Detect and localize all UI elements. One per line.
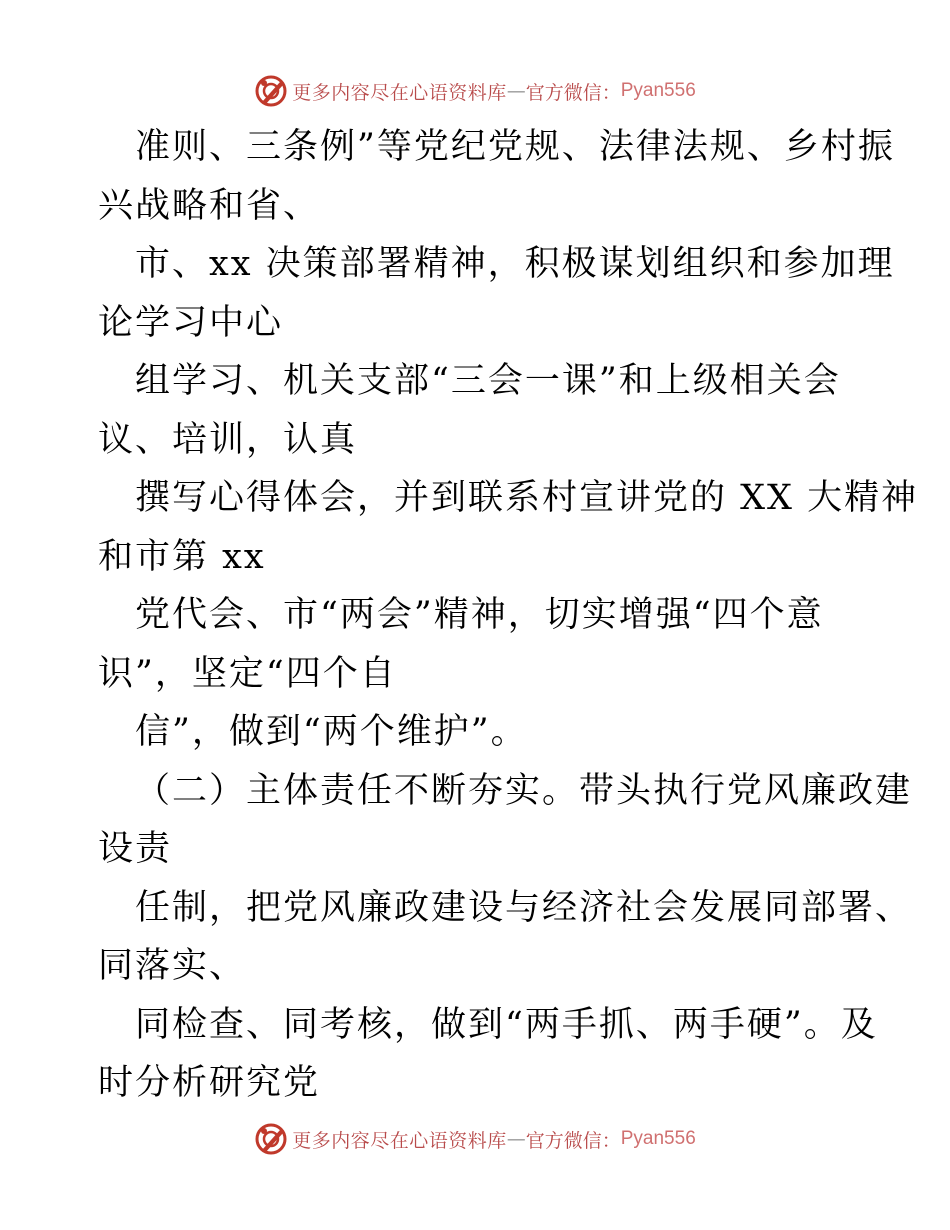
- banner-wechat-label: 官方微信：: [525, 1129, 621, 1152]
- text-line: 党代会、市“两会”精神，切实增强“四个意: [135, 595, 824, 635]
- text-line: 设责: [98, 829, 173, 869]
- banner-slogan: 更多内容尽在心语资料库: [292, 81, 507, 104]
- banner-wechat-id: Pyan556: [620, 80, 696, 101]
- text-line: 信”，做到“两个维护”。: [135, 712, 528, 752]
- text-line: 任制，把党风廉政建设与经济社会发展同部署、: [135, 887, 913, 928]
- header-watermark-banner: [0, 71, 950, 111]
- text-line: 识”，坚定“四个自: [98, 653, 397, 694]
- text-line: 同检查、同考核，做到“两手抓、两手硬”。及: [135, 1004, 878, 1045]
- pen-logo-icon: [254, 74, 288, 108]
- banner-separator: —: [506, 1128, 526, 1150]
- text-line: 撰写心得体会，并到联系村宣讲党的 XX 大精神: [135, 478, 919, 518]
- text-line: 和市第 xx: [98, 536, 266, 577]
- text-line: 准则、三条例”等党纪党规、法律法规、乡村振: [135, 127, 895, 167]
- banner-slogan: 更多内容尽在心语资料库: [292, 1129, 507, 1152]
- document-body: [98, 118, 919, 1113]
- text-line: 时分析研究党: [98, 1063, 321, 1103]
- text-line: （二）主体责任不断夯实。带头执行党风廉政建: [135, 770, 913, 811]
- text-line: 市、xx 决策部署精神，积极谋划组织和参加理: [135, 244, 895, 284]
- pen-logo-icon: [254, 1122, 288, 1156]
- banner-wechat-id: Pyan556: [620, 1128, 696, 1149]
- text-line: 议、培训，认真: [98, 419, 358, 460]
- banner-wechat-label: 官方微信：: [525, 81, 621, 104]
- text-line: 兴战略和省、: [98, 185, 321, 226]
- banner-separator: —: [506, 80, 526, 102]
- text-line: 论学习中心: [98, 302, 284, 343]
- text-line: 同落实、: [98, 946, 247, 986]
- footer-watermark-banner: [0, 1119, 950, 1159]
- text-line: 组学习、机关支部“三会一课”和上级相关会: [135, 361, 841, 401]
